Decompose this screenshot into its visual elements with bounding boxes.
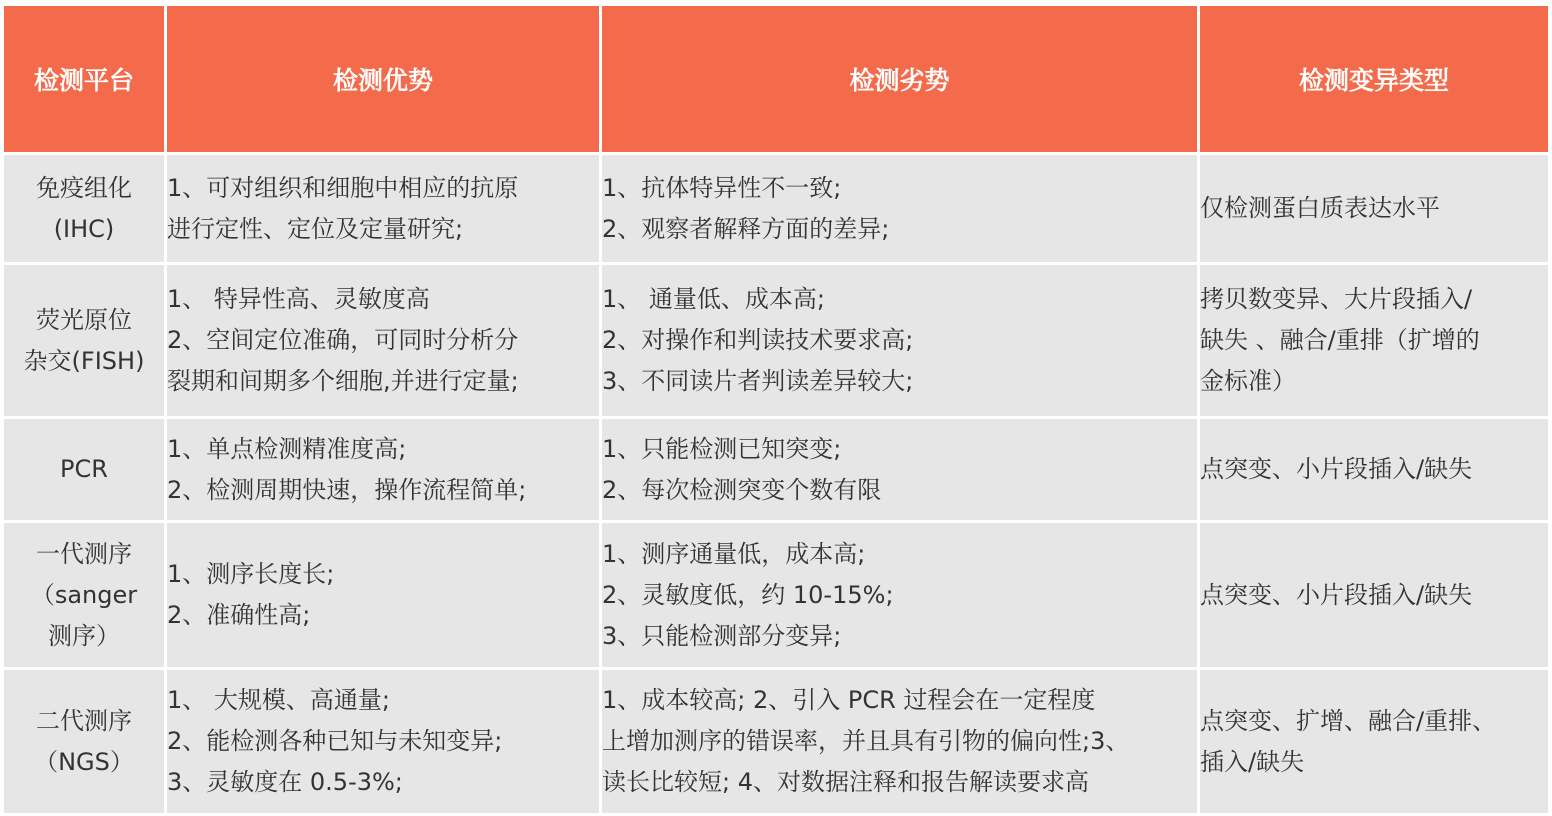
disadvantage-line: 上增加测序的错误率，并且具有引物的偏向性;3、	[602, 727, 1130, 755]
variant-type-line: 点突变、小片段插入/缺失	[1200, 455, 1473, 483]
variant-type-cell	[1200, 523, 1548, 670]
table-row	[4, 523, 1548, 670]
advantages-cell	[167, 419, 602, 523]
disadvantage-line: 2、每次检测突变个数有限	[602, 475, 882, 504]
advantage-line: 2、空间定位准确，可同时分析分	[167, 326, 519, 354]
table-row	[4, 670, 1548, 816]
platform-cell	[4, 419, 167, 523]
variant-type-cell	[1200, 155, 1548, 265]
table-row	[4, 419, 1548, 523]
platform-line: 一代测序	[36, 539, 132, 568]
platform-line: 免疫组化	[36, 173, 132, 202]
variant-type-line: 金标准）	[1200, 367, 1296, 395]
advantage-line: 2、能检测各种已知与未知变异;	[167, 727, 503, 755]
advantages-cell	[167, 155, 602, 265]
disadvantage-line: 3、不同读片者判读差异较大;	[602, 367, 914, 395]
header-platform: 检测平台	[4, 6, 167, 155]
platform-cell	[4, 265, 167, 419]
table-row	[4, 155, 1548, 265]
variant-type-line: 点突变、小片段插入/缺失	[1200, 580, 1473, 609]
platform-line: 荧光原位	[36, 305, 132, 334]
disadvantage-line: 1、只能检测已知突变;	[602, 434, 842, 463]
variant-type-line: 缺失 、融合/重排（扩增的	[1200, 326, 1480, 354]
advantage-line: 3、灵敏度在 0.5-3%;	[167, 768, 403, 796]
disadvantages-cell	[602, 523, 1200, 670]
advantage-line: 裂期和间期多个细胞,并进行定量;	[167, 367, 519, 395]
variant-type-cell	[1200, 670, 1548, 816]
variant-type-line: 仅检测蛋白质表达水平	[1200, 194, 1440, 222]
disadvantage-line: 2、观察者解释方面的差异;	[602, 214, 890, 243]
disadvantage-line: 1、抗体特异性不一致;	[602, 173, 842, 202]
platform-line: （NGS）	[34, 747, 134, 776]
advantage-line: 2、检测周期快速，操作流程简单;	[167, 475, 527, 504]
platform-cell	[4, 155, 167, 265]
header-variant-types: 检测变异类型	[1200, 6, 1548, 155]
disadvantage-line: 2、灵敏度低，约 10-15%;	[602, 580, 894, 609]
header-disadvantages: 检测劣势	[602, 6, 1200, 155]
header-advantages: 检测优势	[167, 6, 602, 155]
platform-cell	[4, 670, 167, 816]
platform-line: PCR	[60, 455, 108, 483]
disadvantage-line: 读长比较短; 4、对数据注释和报告解读要求高	[602, 768, 1089, 796]
advantages-cell	[167, 265, 602, 419]
disadvantage-line: 1、 通量低、成本高;	[602, 285, 825, 313]
disadvantage-line: 2、对操作和判读技术要求高;	[602, 326, 914, 354]
variant-type-line: 点突变、扩增、融合/重排、	[1200, 706, 1497, 735]
header-row	[4, 6, 1548, 155]
disadvantages-cell	[602, 155, 1200, 265]
platform-line: （sanger	[30, 580, 138, 609]
variant-type-cell	[1200, 265, 1548, 419]
disadvantages-cell	[602, 419, 1200, 523]
variant-type-line: 插入/缺失	[1200, 747, 1305, 776]
disadvantage-line: 3、只能检测部分变异;	[602, 621, 842, 650]
platform-cell	[4, 523, 167, 670]
platform-line: (IHC)	[53, 214, 115, 243]
table-row	[4, 265, 1548, 419]
advantages-cell	[167, 523, 602, 670]
variant-type-cell	[1200, 419, 1548, 523]
platform-line: 二代测序	[36, 706, 132, 735]
disadvantage-line: 1、测序通量低，成本高;	[602, 539, 866, 568]
variant-type-line: 拷贝数变异、大片段插入/	[1200, 285, 1473, 313]
advantage-line: 1、测序长度长;	[167, 560, 335, 588]
advantage-line: 进行定性、定位及定量研究;	[167, 214, 464, 243]
platform-line: 杂交(FISH)	[23, 346, 145, 375]
advantage-line: 1、 特异性高、灵敏度高	[167, 285, 430, 313]
comparison-table	[4, 6, 1548, 816]
advantages-cell	[167, 670, 602, 816]
disadvantages-cell	[602, 265, 1200, 419]
advantage-line: 1、可对组织和细胞中相应的抗原	[167, 173, 519, 202]
advantage-line: 2、准确性高;	[167, 601, 311, 629]
platform-line: 测序）	[48, 621, 120, 650]
disadvantage-line: 1、成本较高; 2、引入 PCR 过程会在一定程度	[602, 686, 1096, 714]
disadvantages-cell	[602, 670, 1200, 816]
advantage-line: 1、单点检测精准度高;	[167, 434, 407, 463]
advantage-line: 1、 大规模、高通量;	[167, 686, 390, 714]
